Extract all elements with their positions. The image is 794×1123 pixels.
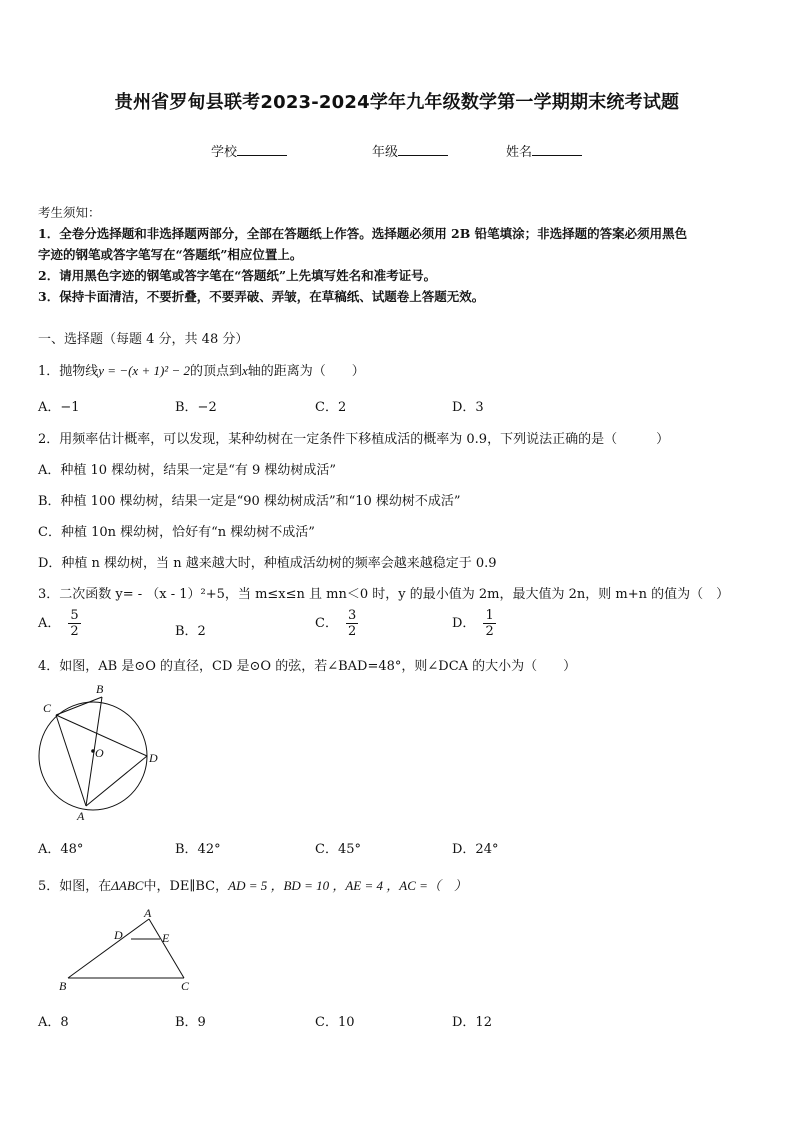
q1-formula: y = −(x + 1)² − 2	[98, 363, 190, 378]
triangle-figure	[52, 905, 202, 995]
q1-text-end: 轴的距离为（ ）	[247, 364, 365, 379]
chord-ad	[86, 756, 147, 806]
question-5-stem	[38, 875, 467, 894]
school-blank[interactable]	[237, 143, 287, 156]
q4-option-c[interactable]: C．45°	[315, 842, 361, 857]
side-ab	[68, 919, 149, 978]
school-field	[211, 141, 287, 160]
q1-option-b[interactable]: B．−2	[175, 400, 217, 415]
q5-mid: 中，DE∥BC，	[143, 879, 229, 894]
grade-field	[372, 141, 448, 160]
question-1-stem	[38, 360, 365, 379]
numerator: 3	[347, 608, 357, 623]
q1-text: 的顶点到	[189, 364, 242, 379]
question-3-stem: 3．二次函数 y= - （x - 1）²+5，当 m≤x≤n 且 mn＜0 时，y 的最小值为 2m，最大值为 2n，则 m+n 的值为（ ）	[38, 587, 730, 602]
q2-option-a[interactable]: A．种植 10 棵幼树，结果一定是“有 9 棵幼树成活”	[38, 463, 337, 478]
chord-ca	[56, 715, 86, 806]
name-label: 姓名	[506, 145, 533, 160]
q3-option-a-label: A．	[38, 616, 61, 631]
notice-item: 字迹的钢笔或答字笔写在“答题纸”相应位置上。	[38, 247, 303, 262]
q1-option-d[interactable]: D．3	[452, 400, 484, 415]
chord-cb	[56, 697, 102, 715]
label-o: O	[95, 746, 104, 760]
notice-item: 2．请用黑色字迹的钢笔或答字笔在“答题纸”上先填写姓名和准考证号。	[38, 268, 437, 283]
numerator: 5	[70, 608, 79, 623]
fraction	[68, 608, 80, 639]
circle-figure	[30, 680, 170, 825]
school-label: 学校	[211, 145, 238, 160]
fraction	[483, 608, 495, 639]
q3-option-d-label: D．	[452, 616, 476, 631]
q2-option-d[interactable]: D．种植 n 棵幼树，当 n 越来越大时，种植成活幼树的频率会越来越稳定于 0.9	[38, 556, 497, 571]
q2-option-c[interactable]: C．种植 10n 棵幼树，恰好有“n 棵幼树不成活”	[38, 525, 315, 540]
denominator: 2	[347, 624, 357, 639]
q3-option-c[interactable]	[315, 608, 358, 639]
label-b: B	[96, 682, 104, 696]
label-a: A	[77, 809, 85, 823]
question-2-stem: 2．用频率估计概率，可以发现，某种幼树在一定条件下移植成活的概率为 0.9，下列说法正确的是（ ）	[38, 432, 670, 447]
q5-triangle: ΔABC	[111, 878, 144, 893]
label-b: B	[59, 979, 67, 993]
question-4-stem: 4．如图，AB 是⊙O 的直径，CD 是⊙O 的弦，若∠BAD=48°，则∠DCA 的大小为（ ）	[38, 659, 577, 674]
q1-option-a[interactable]: A．−1	[38, 400, 80, 415]
section-heading: 一、选择题（每题 4 分，共 48 分）	[38, 332, 249, 347]
q1-prefix: 1．抛物线	[38, 364, 99, 379]
q5-option-d[interactable]: D．12	[452, 1015, 492, 1030]
denominator: 2	[485, 624, 494, 639]
q1-var: x	[241, 363, 248, 378]
q4-option-a[interactable]: A．48°	[38, 842, 84, 857]
q5-conditions: AD = 5 ，BD = 10 ，AE = 4 ，AC =（ ）	[228, 878, 467, 893]
q4-option-b[interactable]: B．42°	[175, 842, 221, 857]
numerator: 1	[485, 608, 494, 623]
grade-label: 年级	[372, 145, 399, 160]
label-a: A	[144, 906, 152, 920]
q3-option-d[interactable]	[452, 608, 496, 639]
fraction	[346, 608, 358, 639]
label-e: E	[162, 931, 170, 945]
grade-blank[interactable]	[398, 143, 448, 156]
notice-item: 1．全卷分选择题和非选择题两部分，全部在答题纸上作答。选择题必须用 2B 铅笔填涂；非选择题的答案必须用黑色	[38, 226, 688, 241]
q5-option-c[interactable]: C．10	[315, 1015, 355, 1030]
page-title: 贵州省罗甸县联考2023-2024学年九年级数学第一学期期末统考试题	[114, 92, 680, 113]
notice-item: 3．保持卡面清洁，不要折叠，不要弄破、弄皱，在草稿纸、试题卷上答题无效。	[38, 289, 485, 304]
q4-option-d[interactable]: D．24°	[452, 842, 499, 857]
name-blank[interactable]	[532, 143, 582, 156]
q2-option-b[interactable]: B．种植 100 棵幼树，结果一定是“90 棵幼树成活”和“10 棵幼树不成活”	[38, 494, 461, 509]
label-d: D	[149, 751, 158, 765]
q1-option-c[interactable]: C．2	[315, 400, 347, 415]
notice-heading: 考生须知：	[38, 205, 101, 220]
name-field	[506, 141, 582, 160]
q5-option-b[interactable]: B．9	[175, 1015, 206, 1030]
label-d: D	[114, 928, 123, 942]
q3-option-c-label: C．	[315, 616, 338, 631]
label-c: C	[181, 979, 190, 993]
q5-option-a[interactable]: A．8	[38, 1015, 69, 1030]
q3-option-a[interactable]	[38, 608, 81, 639]
q5-prefix: 5．如图，在	[38, 879, 112, 894]
label-c: C	[43, 701, 52, 715]
denominator: 2	[70, 624, 79, 639]
q3-option-b[interactable]: B．2	[175, 624, 206, 639]
side-ac	[149, 919, 184, 978]
